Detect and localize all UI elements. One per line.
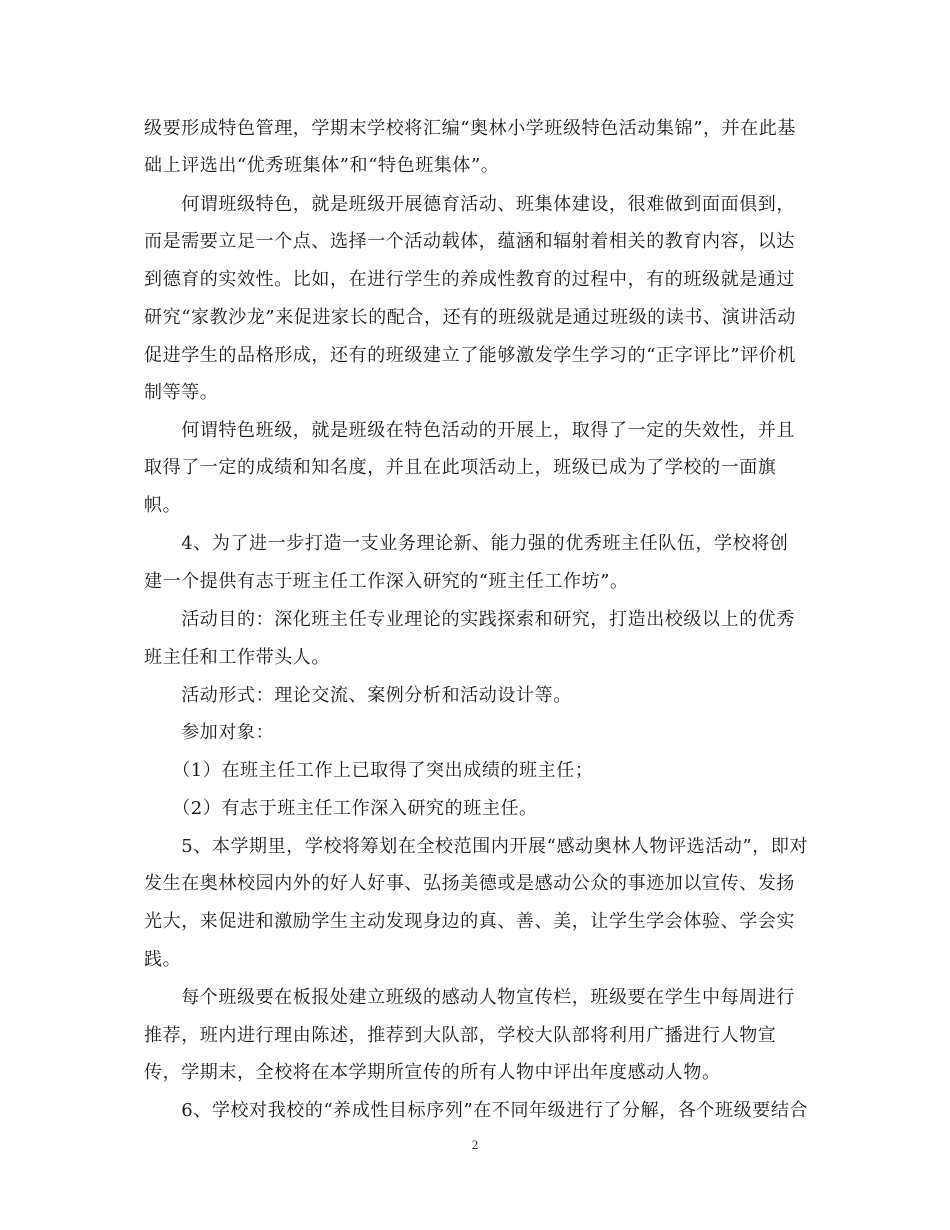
text-line: 何谓特色班级，就是班级在特色活动的开展上，取得了一定的失效性，并且 — [144, 420, 795, 441]
text-line: 础上评选出“优秀班集体”和“特色班集体”。 — [144, 155, 500, 176]
text-line: 发生在奥林校园内外的好人好事、弘扬美德或是感动公众的事迹加以宣传、发扬 — [144, 873, 795, 894]
text-line: 级要形成特色管理，学期末学校将汇编“奥林小学班级特色活动集锦”，并在此基 — [144, 118, 797, 139]
text-line: 践。 — [144, 949, 182, 970]
text-line: 传，学期末，全校将在本学期所宣传的所有人物中评出年度感动人物。 — [144, 1062, 721, 1083]
text-line: 光大，来促进和激励学生主动发现身边的真、善、美，让学生学会体验、学会实 — [144, 911, 795, 932]
text-line: 5、本学期里，学校将筹划在全校范围内开展“感动奥林人物评选活动”，即对 — [144, 836, 809, 857]
text-line: 到德育的实效性。比如，在进行学生的养成性教育的过程中，有的班级就是通过 — [144, 269, 795, 290]
text-line: 活动形式：理论交流、案例分析和活动设计等。 — [144, 685, 572, 706]
text-line: （2）有志于班主任工作深入研究的班主任。 — [144, 798, 538, 819]
text-line: 推荐，班内进行理由陈述，推荐到大队部，学校大队部将利用广播进行人物宣 — [144, 1025, 777, 1046]
text-line: 取得了一定的成绩和知名度，并且在此项活动上，班级已成为了学校的一面旗 — [144, 457, 777, 478]
text-line: （1）在班主任工作上已取得了突出成绩的班主任； — [144, 760, 594, 781]
text-line: 促进学生的品格形成，还有的班级建立了能够激发学生学习的“正字评比”评价机 — [144, 345, 797, 366]
text-line: 帜。 — [144, 495, 182, 516]
text-line: 而是需要立足一个点、选择一个活动载体，蕴涵和辐射着相关的教育内容，以达 — [144, 231, 795, 252]
text-line: 研究“家教沙龙”来促进家长的配合，还有的班级就是通过班级的读书、演讲活动 — [144, 307, 797, 328]
page-number: 2 — [471, 1137, 479, 1152]
text-line: 建一个提供有志于班主任工作深入研究的“班主任工作坊”。 — [144, 571, 629, 592]
text-line: 每个班级要在板报处建立班级的感动人物宣传栏，班级要在学生中每周进行 — [144, 987, 795, 1008]
text-line: 何谓班级特色，就是班级开展德育活动、班集体建设，很难做到面面俱到， — [144, 194, 795, 215]
text-line: 参加对象： — [144, 722, 275, 743]
text-line: 4、为了进一步打造一支业务理论新、能力强的优秀班主任队伍，学校将创 — [144, 533, 789, 554]
text-line: 活动目的：深化班主任专业理论的实践探索和研究，打造出校级以上的优秀 — [144, 609, 795, 630]
text-line: 6、学校对我校的“养成性目标序列”在不同年级进行了分解，各个班级要结合 — [144, 1100, 809, 1121]
text-line: 制等等。 — [144, 382, 219, 403]
text-line: 班主任和工作带头人。 — [144, 647, 330, 668]
